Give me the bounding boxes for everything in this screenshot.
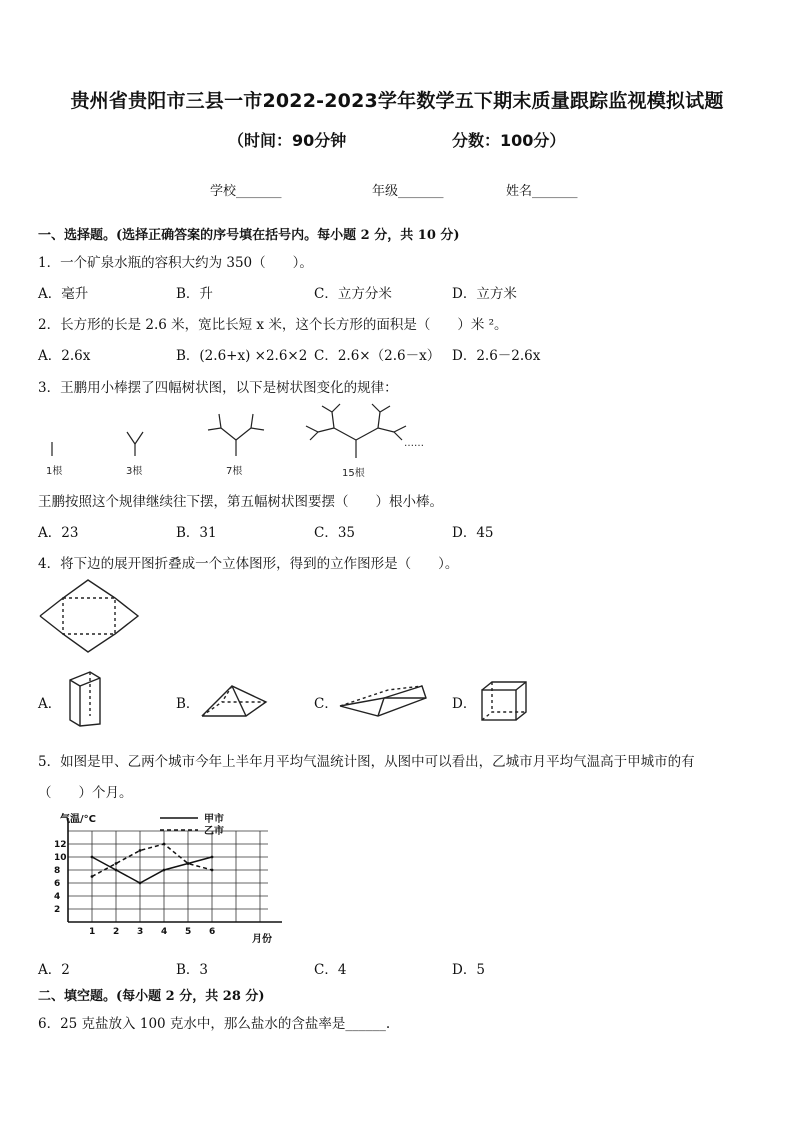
question-5-part-2: （ ）个月。 — [38, 785, 133, 801]
q4-option-b: B． — [176, 696, 200, 712]
y-tick-label: 4 — [54, 892, 61, 902]
chart-series — [91, 843, 214, 885]
school-field: 学校_______ — [210, 184, 282, 199]
chart-legend — [160, 812, 224, 837]
chart-xlabel: 月份 — [252, 934, 272, 945]
data-point — [139, 849, 142, 852]
y-tick-label: 8 — [54, 866, 61, 876]
question-3: 3．王鹏用小棒摆了四幅树状图，以下是树状图变化的规律： — [38, 380, 398, 396]
q1-option-c: C．立方分米 — [314, 286, 392, 302]
data-point — [115, 862, 118, 865]
data-point — [187, 862, 190, 865]
q1-option-d: D．立方米 — [452, 286, 517, 302]
q4-option-a: A． — [38, 696, 62, 712]
chart-x-ticks — [89, 927, 215, 937]
x-tick-label: 3 — [137, 927, 144, 937]
q5-option-c: C．4 — [314, 962, 347, 978]
page-title: 贵州省贵阳市三县一市2022-2023学年数学五下期末质量跟踪监视模拟试题 — [70, 90, 724, 112]
data-point — [115, 869, 118, 872]
q3-option-d: D．45 — [452, 525, 494, 541]
exam-time: （时间：90分钟 — [228, 131, 347, 150]
question-6: 6．25 克盐放入 100 克水中，那么盐水的含盐率是______. — [38, 1016, 391, 1032]
y-tick-label: 10 — [54, 853, 67, 863]
data-point — [139, 882, 142, 885]
legend-label-yi: 乙市 — [204, 826, 224, 837]
q2-option-b: B．(2.6+x) ×2.6×2 — [176, 348, 308, 364]
name-field: 姓名_______ — [506, 184, 578, 199]
question-4: 4．将下边的展开图折叠成一个立体图形，得到的立作图形是（ ）。 — [38, 556, 459, 572]
data-point — [91, 856, 94, 859]
y-tick-label: 12 — [54, 840, 67, 850]
tree-label-1: 1根 — [46, 466, 63, 477]
q3-option-b: B．31 — [176, 525, 217, 541]
data-point — [91, 875, 94, 878]
data-point — [163, 843, 166, 846]
question-3-part-2: 王鹏按照这个规律继续往下摆，第五幅树状图要摆（ ）根小棒。 — [38, 494, 443, 510]
chart-y-ticks — [54, 840, 67, 915]
q5-option-d: D．5 — [452, 962, 485, 978]
section-heading-choice: 一、选择题。(选择正确答案的序号填在括号内。每小题 2 分，共 10 分) — [38, 228, 460, 243]
q4-shape-c-wedge — [338, 684, 428, 720]
tree-ellipsis: …… — [404, 438, 424, 449]
q4-shape-a-prism — [64, 668, 106, 728]
x-tick-label: 6 — [209, 927, 216, 937]
tree-label-4: 15根 — [342, 468, 365, 479]
q1-option-a: A．毫升 — [38, 286, 89, 302]
data-point — [163, 869, 166, 872]
q2-option-d: D．2.6－2.6x — [452, 348, 541, 364]
series-line-yi — [92, 844, 212, 877]
tree-label-2: 3根 — [126, 466, 143, 477]
question-1: 1．一个矿泉水瓶的容积大约为 350（ ）。 — [38, 255, 313, 271]
temperature-line-chart — [38, 808, 290, 948]
y-tick-label: 2 — [54, 905, 61, 915]
chart-ylabel: 气温/°C — [60, 814, 96, 825]
x-tick-label: 1 — [89, 927, 96, 937]
x-tick-label: 5 — [185, 927, 192, 937]
tree-figures — [38, 400, 458, 482]
q1-option-b: B．升 — [176, 286, 213, 302]
x-tick-label: 2 — [113, 927, 120, 937]
q4-option-d: D． — [452, 696, 477, 712]
x-tick-label: 4 — [161, 927, 168, 937]
tree-label-3: 7根 — [226, 466, 243, 477]
q4-option-c: C． — [314, 696, 338, 712]
q2-option-a: A．2.6x — [38, 348, 91, 364]
question-2: 2．长方形的长是 2.6 米，宽比长短 x 米，这个长方形的面积是（ ）米 ²。 — [38, 317, 508, 333]
unfolded-net-figure — [38, 578, 140, 654]
y-tick-label: 6 — [54, 879, 61, 889]
section-heading-fill: 二、填空题。(每小题 2 分，共 28 分) — [38, 989, 265, 1004]
data-point — [211, 869, 214, 872]
q4-shape-d-cube — [478, 678, 530, 724]
exam-score: 分数：100分） — [452, 131, 566, 150]
legend-label-jia: 甲市 — [204, 814, 224, 825]
q3-option-a: A．23 — [38, 525, 79, 541]
chart-grid — [68, 831, 268, 922]
q5-option-a: A．2 — [38, 962, 70, 978]
q2-option-c: C．2.6×（2.6－x） — [314, 348, 441, 364]
q5-option-b: B．3 — [176, 962, 209, 978]
q3-option-c: C．35 — [314, 525, 356, 541]
question-5: 5．如图是甲、乙两个城市今年上半年月平均气温统计图，从图中可以看出，乙城市月平均气温高于甲城市的有 — [38, 754, 695, 770]
q4-shape-b-pyramid — [200, 682, 270, 720]
grade-field: 年级_______ — [372, 184, 444, 199]
data-point — [211, 856, 214, 859]
